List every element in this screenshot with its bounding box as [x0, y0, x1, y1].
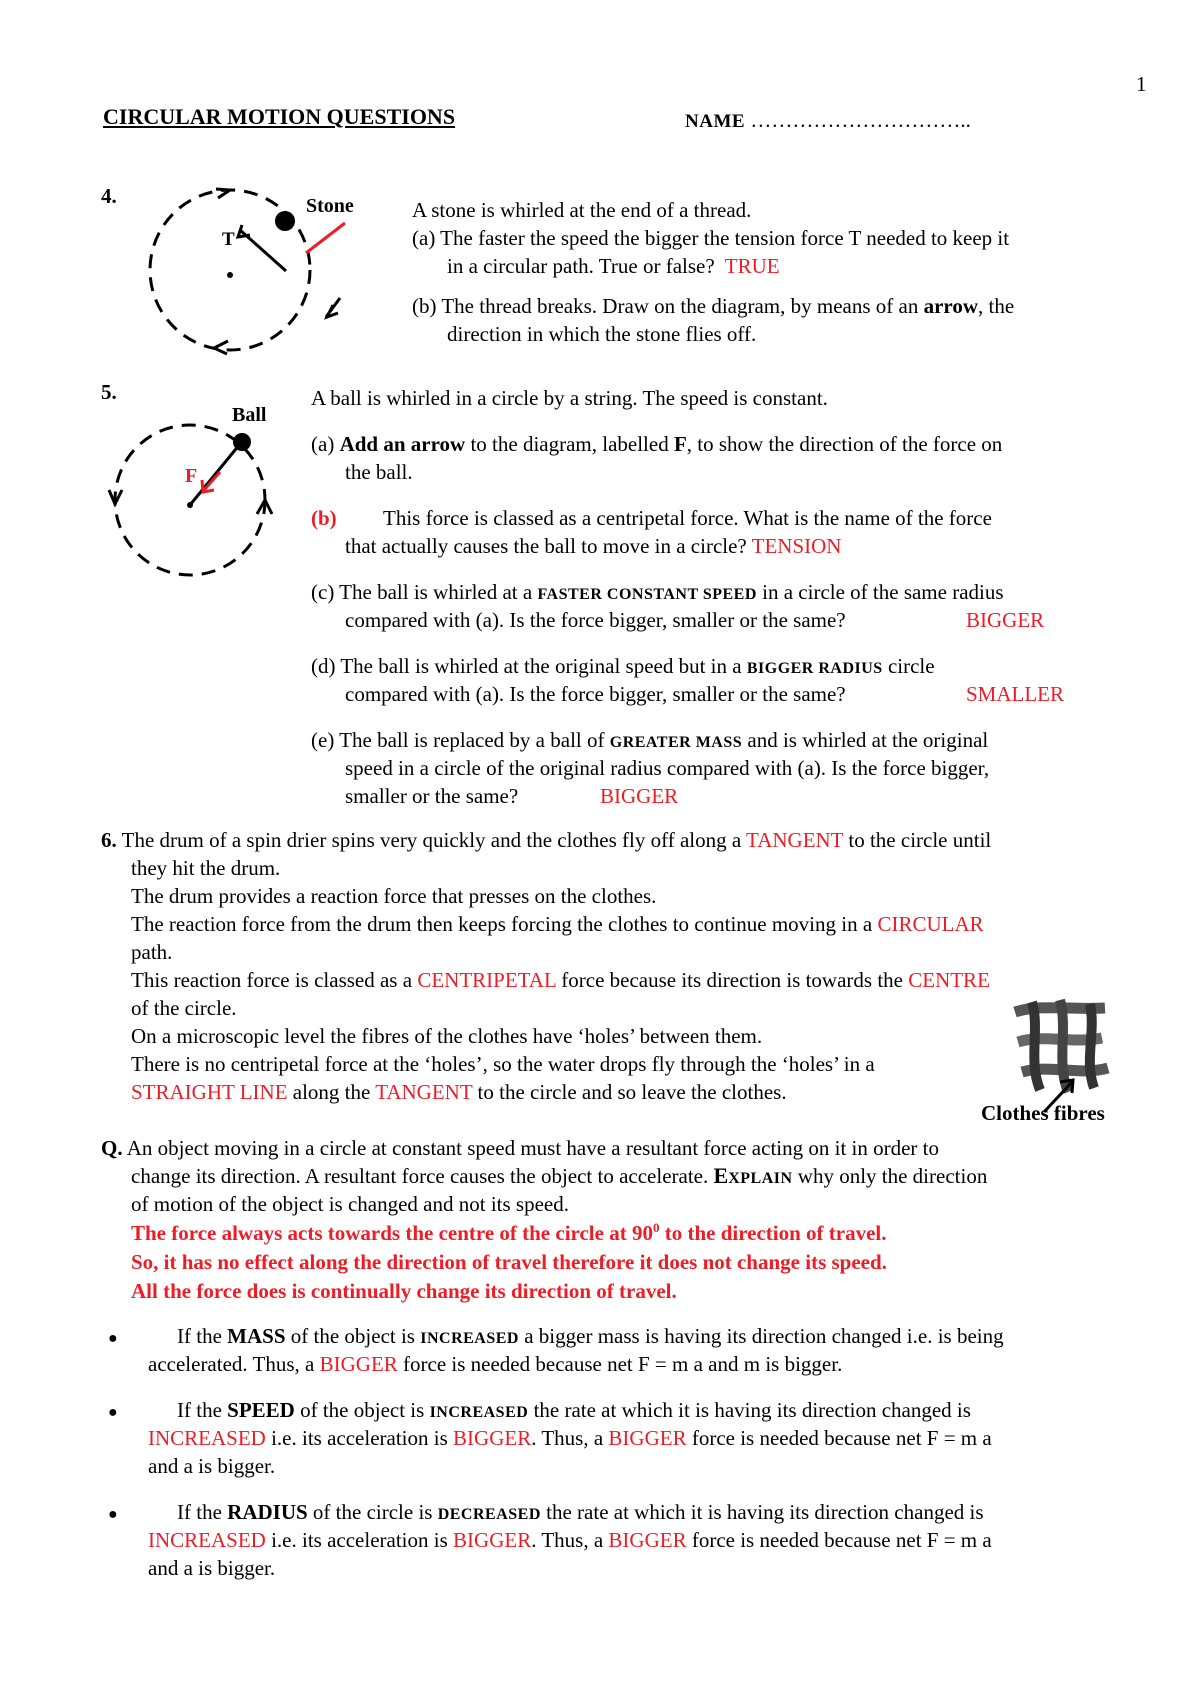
q5-b-line1: This force is classed as a centripetal force. What is the name of the force	[383, 506, 992, 530]
q4-b-line2: direction in which the stone flies off.	[447, 322, 757, 346]
q5-a-line2: the ball.	[345, 460, 413, 484]
question-4-number: 4.	[101, 184, 117, 208]
q5-ball	[233, 433, 251, 451]
q4-a-answer: TRUE	[724, 254, 780, 278]
q5-diagram	[100, 410, 280, 590]
q6-line5: path.	[131, 940, 173, 964]
q5-a-line1: (a) Add an arrow to the diagram, labelled F, to show the direction of the force on	[311, 432, 1003, 456]
q4-intro: A stone is whirled at the end of a thread.	[412, 198, 752, 222]
q6-line7: of the circle.	[131, 996, 237, 1020]
q4-direction-arrow-top	[216, 189, 230, 198]
q4-fly-off-arrow	[306, 223, 345, 253]
q6-line1: 6. The drum of a spin drier spins very quickly and the clothes fly off along a TANGENT to the circle until	[101, 828, 992, 852]
q4-tension-arrow	[238, 225, 250, 237]
bullet-2-line1: If the SPEED of the object is INCREASED the rate at which it is having its direction changed is	[177, 1398, 971, 1422]
question-6-number: 6.	[101, 828, 117, 852]
q6-line6: This reaction force is classed as a CENTRIPETAL force because its direction is towards the CENTRE	[131, 968, 990, 992]
page-title: CIRCULAR MOTION QUESTIONS	[103, 104, 456, 129]
bullet-3-dot: ●	[108, 1506, 118, 1523]
q4-a-line1: (a) The faster the speed the bigger the tension force T needed to keep it	[412, 226, 1010, 250]
q5-c-answer: BIGGER	[966, 608, 1045, 632]
q-line1: Q. An object moving in a circle at constant speed must have a resultant force acting on it in order to	[101, 1136, 940, 1160]
q6-line10: STRAIGHT LINE along the TANGENT to the circle and so leave the clothes.	[131, 1080, 787, 1104]
q6-line2: they hit the drum.	[131, 856, 281, 880]
bullet-2-line2: INCREASED i.e. its acceleration is BIGGER. Thus, a BIGGER force is needed because net F = m a	[148, 1426, 992, 1450]
bullet-3-line2: INCREASED i.e. its acceleration is BIGGER. Thus, a BIGGER force is needed because net F = m a	[148, 1528, 992, 1552]
q5-intro: A ball is whirled in a circle by a string. The speed is constant.	[311, 386, 828, 410]
bullet-3-line3: and a is bigger.	[148, 1556, 276, 1580]
q6-line9: There is no centripetal force at the ‘holes’, so the water drops fly through the ‘holes’ in a	[131, 1052, 875, 1076]
q-line2: change its direction. A resultant force causes the object to accelerate. EXPLAIN why only the direction	[131, 1163, 988, 1188]
q5-b-answer: TENSION	[751, 534, 842, 558]
bullet-3-line1: If the RADIUS of the circle is DECREASED the rate at which it is having its direction changed is	[177, 1500, 984, 1524]
q4-a-line2: in a circular path. True or false? TRUE	[447, 254, 780, 278]
q5-d-answer: SMALLER	[966, 682, 1065, 706]
q5-centre-dot	[187, 502, 193, 508]
q5-e-line3: smaller or the same?	[345, 784, 519, 808]
q-answer-line3: All the force does is continually change its direction of travel.	[131, 1279, 677, 1303]
bullet-1-line1: If the MASS of the object is INCREASED a bigger mass is having its direction changed i.e. is being	[177, 1324, 1004, 1348]
q5-c-line2: compared with (a). Is the force bigger, smaller or the same?	[345, 608, 846, 632]
q5-e-answer: BIGGER	[600, 784, 679, 808]
bullet-2-dot: ●	[108, 1404, 118, 1421]
name-label: NAME	[685, 111, 746, 132]
name-field[interactable]	[685, 106, 971, 136]
q5-force-arrow	[204, 472, 220, 490]
name-dots: …………………………..	[750, 108, 971, 132]
question-5-number: 5.	[101, 380, 117, 404]
q4-stone-label: Stone	[306, 195, 354, 217]
q4-stray-arrow-mark	[326, 298, 340, 317]
q5-ball-label: Ball	[232, 404, 267, 426]
q5-b-label: (b)	[311, 506, 337, 530]
clothes-fibres-label: Clothes fibres	[981, 1101, 1105, 1125]
q-answer-line1: The force always acts towards the centre of the circle at $90^0$ to the direction of travel.	[131, 1220, 887, 1245]
q5-e-line1: (e) The ball is replaced by a ball of GREATER MASS and is whirled at the original	[311, 728, 989, 752]
bullet-1-dot: ●	[108, 1330, 118, 1347]
q4-tension-label: T	[222, 229, 235, 250]
clothes-fibres-icon	[1010, 1000, 1120, 1110]
q6-line4: The reaction force from the drum then keeps forcing the clothes to continue moving in a CIRCULAR	[131, 912, 984, 936]
q5-string	[190, 444, 240, 505]
q6-line8: On a microscopic level the fibres of the clothes have ‘holes’ between them.	[131, 1024, 763, 1048]
q5-d-line1: (d) The ball is whirled at the original speed but in a BIGGER RADIUS circle	[311, 654, 935, 678]
bullet-2-line3: and a is bigger.	[148, 1454, 276, 1478]
q4-b-line1: (b) The thread breaks. Draw on the diagram, by means of an arrow, the	[412, 294, 1015, 318]
q-answer-line2: So, it has no effect along the direction of travel therefore it does not change its speed.	[131, 1250, 887, 1274]
q5-b-line2: that actually causes the ball to move in a circle? TENSION	[345, 534, 842, 558]
q5-c-line1: (c) The ball is whirled at a FASTER CONSTANT SPEED in a circle of the same radius	[311, 580, 1004, 604]
q-line3: of motion of the object is changed and not its speed.	[131, 1192, 569, 1216]
page-number: 1	[1136, 72, 1147, 96]
q5-force-label: F	[185, 465, 198, 487]
q5-d-line2: compared with (a). Is the force bigger, smaller or the same?	[345, 682, 846, 706]
q6-line3: The drum provides a reaction force that presses on the clothes.	[131, 884, 657, 908]
q5-e-line2: speed in a circle of the original radius compared with (a). Is the force bigger,	[345, 756, 990, 780]
q4-direction-arrow-bottom	[214, 341, 228, 354]
q-label: Q.	[101, 1136, 123, 1160]
q4-centre-dot	[227, 272, 233, 278]
bullet-1-line2: accelerated. Thus, a BIGGER force is needed because net F = m a and m is bigger.	[148, 1352, 843, 1376]
q4-stone	[275, 211, 295, 231]
